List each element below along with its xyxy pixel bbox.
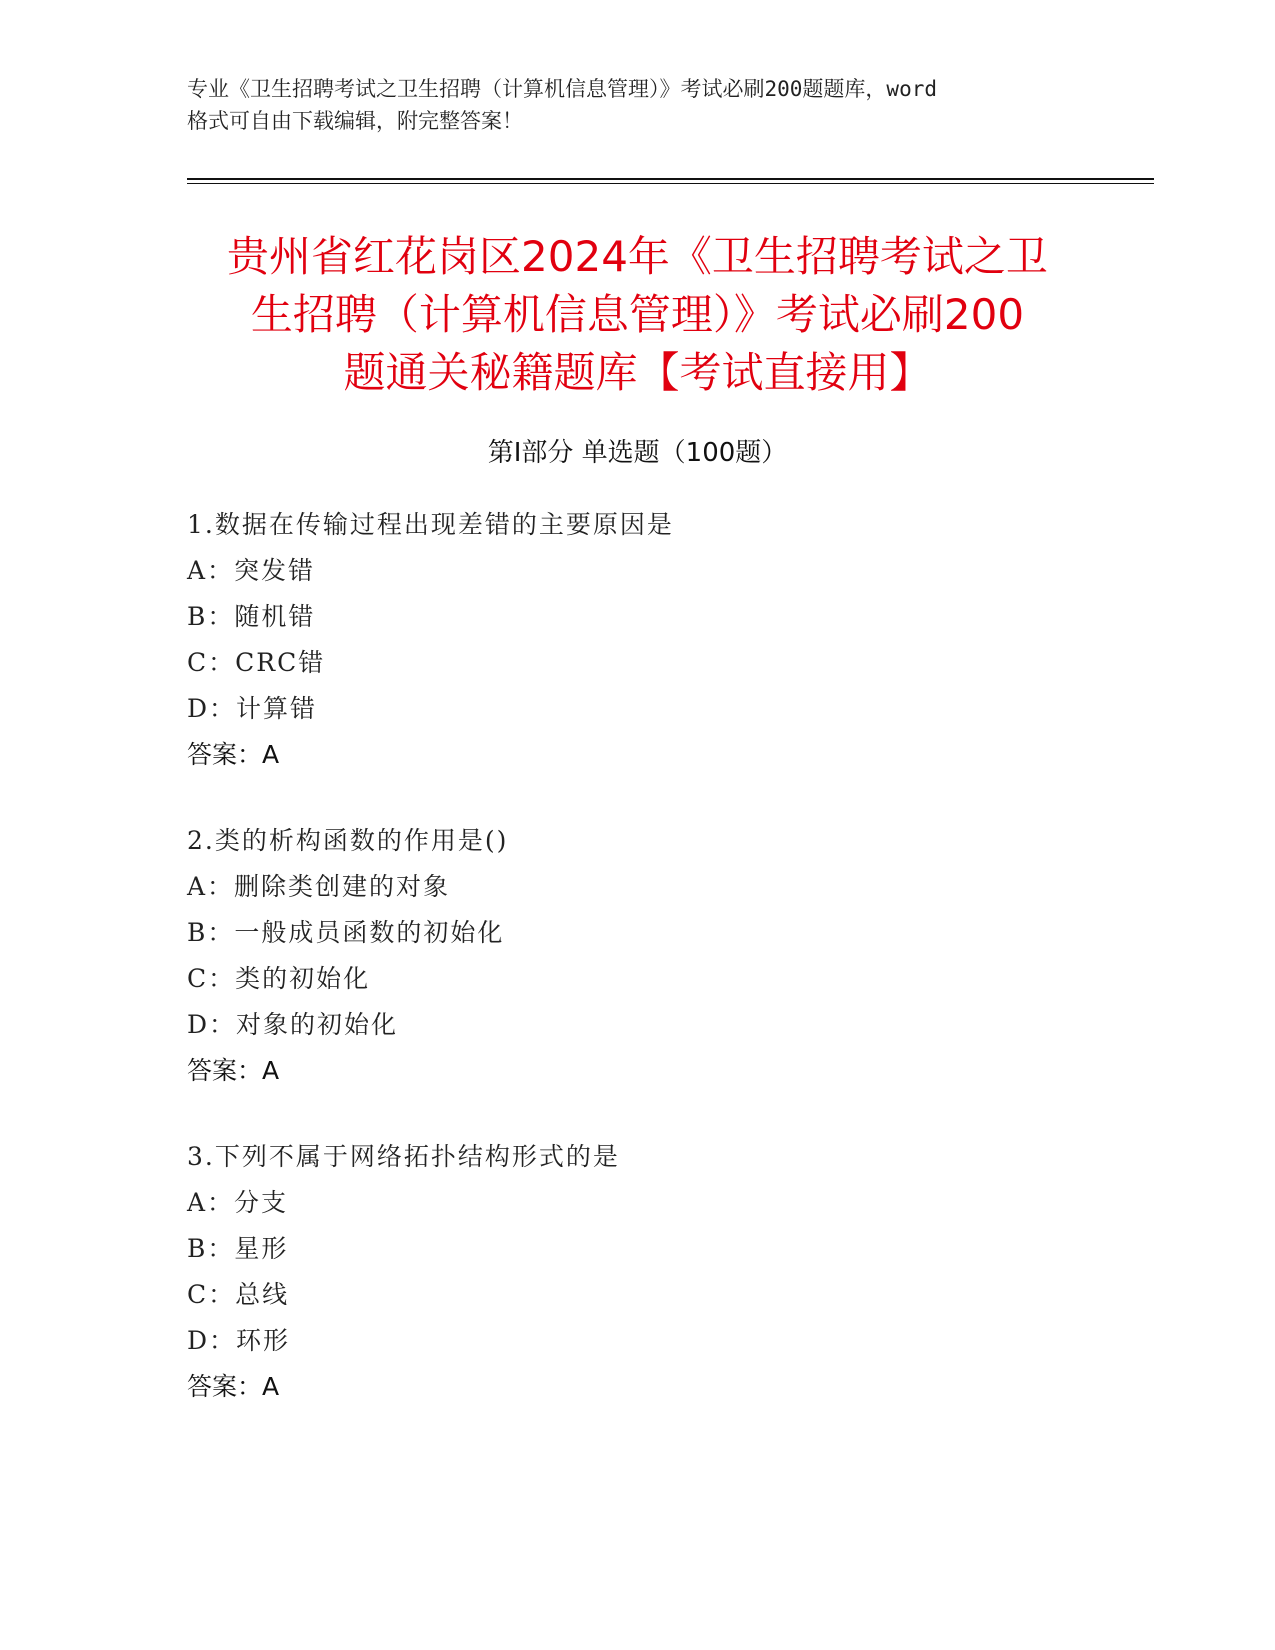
option-c: C：类的初始化 — [187, 964, 371, 993]
title-line-3: 题通关秘籍题库【考试直接用】 — [343, 348, 932, 397]
question-stem: 1.数据在传输过程出现差错的主要原因是 — [187, 510, 674, 539]
question-block-3 — [187, 1134, 1137, 1410]
question-stem: 3.下列不属于网络拓扑结构形式的是 — [187, 1142, 620, 1171]
question-block-2 — [187, 818, 1137, 1094]
option-b: B：一般成员函数的初始化 — [187, 918, 505, 947]
option-c: C：CRC错 — [187, 648, 326, 677]
header-rule-thick — [187, 178, 1154, 180]
option-d: D：环形 — [187, 1326, 291, 1355]
option-c: C：总线 — [187, 1280, 290, 1309]
question-block-1 — [187, 502, 1137, 778]
option-d: D：计算错 — [187, 694, 318, 723]
header-rule-thin — [187, 183, 1154, 184]
title-line-2: 生招聘（计算机信息管理）》考试必刷200 — [250, 290, 1025, 339]
option-a: A：突发错 — [187, 556, 316, 585]
header-note — [187, 73, 1087, 137]
section-title: 第Ⅰ部分 单选题（100题） — [487, 438, 788, 468]
option-b: B：星形 — [187, 1234, 289, 1263]
answer-line: 答案：A — [187, 1056, 280, 1085]
option-a: A：分支 — [187, 1188, 289, 1217]
header-note-line-1: 专业《卫生招聘考试之卫生招聘（计算机信息管理）》考试必刷200题题库，word — [187, 77, 937, 101]
option-a: A：删除类创建的对象 — [187, 872, 451, 901]
title-line-1: 贵州省红花岗区2024年《卫生招聘考试之卫 — [227, 232, 1048, 281]
option-d: D：对象的初始化 — [187, 1010, 399, 1039]
answer-line: 答案：A — [187, 740, 280, 769]
answer-line: 答案：A — [187, 1372, 280, 1401]
option-b: B：随机错 — [187, 602, 316, 631]
question-stem: 2.类的析构函数的作用是() — [187, 826, 509, 855]
header-note-line-2: 格式可自由下载编辑，附完整答案！ — [187, 109, 523, 133]
document-title — [130, 228, 1145, 402]
